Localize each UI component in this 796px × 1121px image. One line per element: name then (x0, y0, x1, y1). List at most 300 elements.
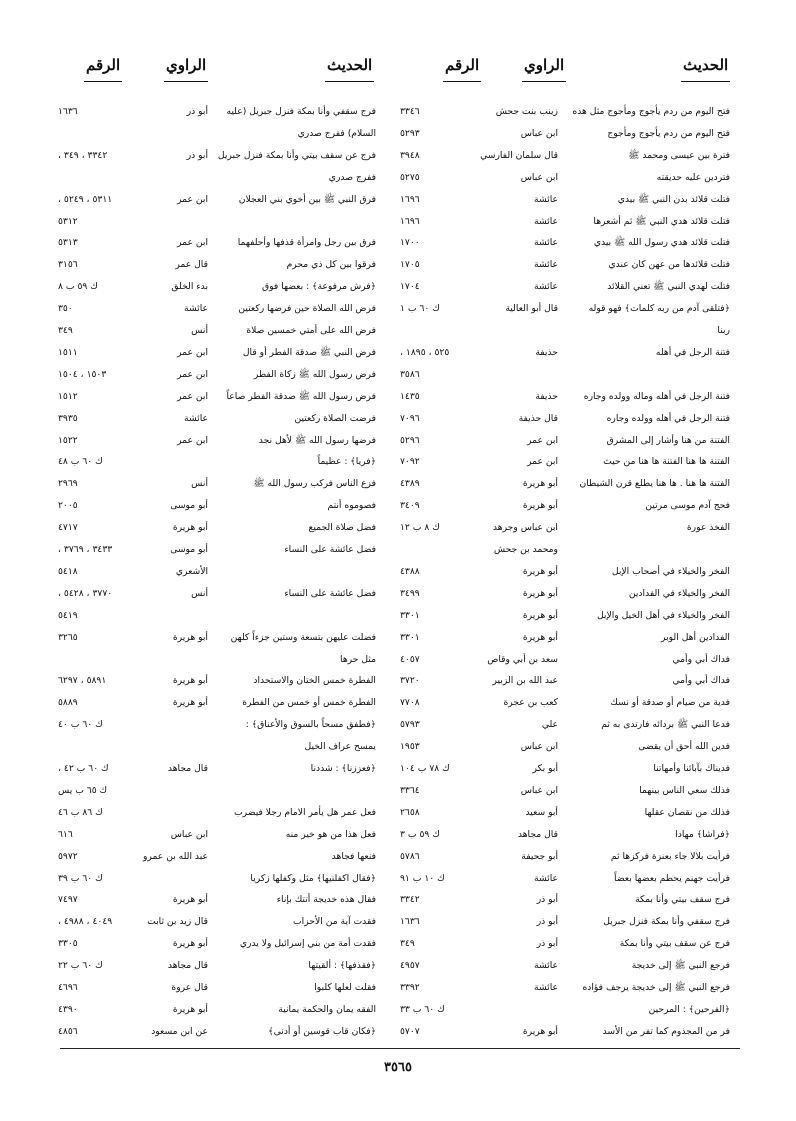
right-row (400, 627, 730, 649)
left-rawi-text: أبو هريرة (172, 631, 208, 643)
right-row (400, 386, 730, 408)
left-rawi-text: أبو موسى (170, 544, 208, 555)
right-hadith-text: ﴿فراشا﴾ مهادا (675, 828, 730, 840)
left-row (60, 780, 376, 802)
left-raqm-text: ٤٨٥٦ (58, 1025, 78, 1037)
right-raqm-text: ك ٧٨ ب ١٠٤ (400, 763, 450, 774)
left-hadith-text: فنعها فجاهد (331, 850, 376, 862)
right-rawi-text: قال مجاهد (517, 828, 558, 840)
right-raqm-text: ٣٣٩٢ (400, 982, 420, 993)
left-hadith-text: يمسح عراف الخيل (304, 741, 376, 753)
left-row (60, 933, 376, 955)
left-rawi-text: عن ابن مسعود (151, 1025, 208, 1037)
left-hadith-text: ﴿فطفق مسحاً بالسوق والأعناق﴾ : (245, 719, 376, 731)
left-hadith-text: الفطرة خمس الختان والاستحداد (253, 675, 376, 687)
left-raqm-text: ٣٣٠٥ (58, 938, 78, 950)
left-row (60, 451, 376, 473)
left-hadith-text: ﴿فريا﴾ : عظيماً (317, 456, 376, 468)
left-row (60, 561, 376, 583)
left-raqm-text: ٥٨٨٩ (58, 697, 78, 709)
right-raqm-text: ١٤٣٥ (400, 390, 420, 402)
left-raqm-text: ٥٤١٩ (58, 609, 78, 621)
right-raqm-text: ٣٥٨٦ (400, 368, 420, 380)
right-raqm-text: ٣٤٩٩ (400, 587, 420, 599)
right-rawi-text: عائشة (534, 259, 558, 271)
left-rawi-text: أبو هريرة (172, 697, 208, 709)
left-row (60, 342, 376, 364)
left-rawi-text: أبو هريرة (172, 938, 208, 950)
left-rawi-text: ابن عمر (177, 390, 208, 402)
right-hadith-text: الفتنة ها هنا . ها هنا يطلع قرن الشيطان (579, 478, 730, 490)
left-row (60, 408, 376, 430)
right-raqm-text: ك ٥٩ ب ٣ (400, 828, 440, 840)
right-hadith-text: فتنة الرجل في أهله وماله وولده وجاره (583, 390, 730, 402)
right-row (400, 211, 730, 233)
right-raqm-text: ٣٤٠٩ (400, 500, 420, 512)
right-rawi-text: ابن عباس (520, 741, 558, 753)
right-raqm-text: ٥٢٧٥ (400, 171, 420, 183)
right-rawi-text: قال أبو العالية (505, 303, 558, 315)
right-hadith-text: فذلك من نقصان عقلها (644, 806, 730, 818)
left-row (60, 846, 376, 868)
right-rawi-text: ابن عمر (527, 434, 558, 446)
right-row (400, 911, 730, 933)
left-hadith-text: فقدت أمة من بني إسرائيل ولا يدري (239, 938, 376, 950)
right-rawi-text: عائشة (534, 193, 558, 205)
right-row (400, 868, 730, 890)
left-rawi-text: عائشة (184, 412, 208, 424)
right-hadith-text: فرج سقف بيتي وأنا بمكة (635, 894, 730, 906)
right-hadith-text: فرجع النبي ﷺ إلى خديجة يرجف فؤاده (582, 982, 730, 993)
left-row (60, 583, 376, 605)
right-hadith-text: الفدادين أهل الوبر (661, 631, 730, 643)
left-raqm-text: ٣٩٣٥ (58, 412, 78, 424)
right-rawi-text: سعد بن أبي وقاص (487, 653, 558, 665)
right-raqm-text: ٣٤٩ (400, 938, 415, 950)
left-raqm-text: ٥٤١٨ (58, 565, 78, 577)
right-hadith-text: فتلت قلائد هدي رسول الله ﷺ بيدي (593, 237, 730, 249)
right-rawi-text: أبو ذر (536, 894, 558, 906)
left-raqm-text: ك ٦٠ ب ٤٠ (58, 719, 103, 731)
left-hadith-text: فضل صلاة الجميع (308, 522, 376, 534)
left-raqm-text: ١٦٣٦ (58, 106, 78, 117)
right-row (400, 101, 730, 123)
right-row (400, 298, 730, 320)
left-rawi-text: ابن عمر (177, 368, 208, 380)
left-row (60, 868, 376, 890)
right-hadith-text: فرأيت بلالا جاء بعنزة فركزها ثم (610, 850, 730, 862)
left-hadith-text: ﴿فقذفها﴾ : ألقيتها (308, 960, 376, 972)
left-raqm-text: ١٥١٢ (58, 390, 78, 402)
right-raqm-text: ٤٩٥٧ (400, 960, 420, 972)
left-row (60, 824, 376, 846)
right-hadith-text: فدية من صيام أو صدقة أو نسك (610, 697, 730, 709)
right-hadith-text: الفتنة ها هنا الفتنة ها هنا من حيث (603, 456, 730, 468)
left-rawi-text: أبو هريرة (172, 1003, 208, 1015)
left-rawi-text: ابن عمر (177, 237, 208, 249)
right-rawi-text: عائشة (534, 281, 558, 293)
left-raqm-text: ك ٦٠ ب ٤٨ (58, 456, 103, 468)
left-raqm-text: ١٥٢٢ (58, 434, 78, 446)
right-raqm-text: ١٦٩٦ (400, 193, 420, 205)
left-rawi-text: قال زيد بن ثابت (147, 916, 208, 928)
left-rawi-text: أبو ذر (186, 149, 208, 161)
left-raqm-text: ٦١٦ (58, 828, 73, 840)
left-row (60, 605, 376, 627)
left-hadith-text: فقلت لعلها كلبوا (314, 982, 376, 993)
right-row (400, 977, 730, 999)
right-rawi-text: أبو هريرة (522, 500, 558, 512)
left-rawi-text: أنس (191, 478, 208, 490)
left-hadith-text: فرج سقفي وأنا بمكة فنزل جبريل (عليه (226, 106, 376, 117)
right-raqm-text: ١٩٥٣ (400, 741, 420, 753)
right-hadith-text: فتردين عليه حديقته (656, 171, 730, 183)
left-hadith-text: فقال هذه خديجة أتتك بإناء (276, 894, 376, 906)
right-hadith-text: فحج آدم موسى مرتين (645, 500, 730, 512)
left-hadith-text: فضل عائشة على النساء (284, 544, 376, 555)
left-row (60, 758, 376, 780)
left-row (60, 1021, 376, 1043)
right-row (400, 889, 730, 911)
left-rawi-text: عائشة (184, 303, 208, 315)
left-rawi-text: أبو ذر (186, 106, 208, 117)
right-row (400, 342, 730, 364)
left-row (60, 495, 376, 517)
right-hadith-text: ﴿فتلقى آدم من ربه كلمات﴾ فهو قوله (588, 303, 730, 315)
page-number: ٣٥٦٥ (384, 1060, 412, 1075)
right-rawi-text: كعب بن عجرة (503, 697, 558, 709)
left-row (60, 649, 376, 671)
left-row (60, 692, 376, 714)
left-hadith-text: فضل عائشة على النساء (284, 587, 376, 599)
right-rawi-text: عائشة (534, 237, 558, 249)
right-hadith-text: فذلك سعي الناس بينهما (639, 784, 730, 796)
left-row (60, 276, 376, 298)
left-row (60, 430, 376, 452)
left-rawi-text: أنس (191, 587, 208, 599)
left-hadith-text: ﴿فقال اكفلنيها﴾ مثل وكفلها زكريا (250, 872, 376, 884)
right-hadith-text: الفخر والخيلاء في أهل الخيل والإبل (596, 609, 730, 621)
right-hadith-text: فترة بين عيسى ومحمد ﷺ (628, 149, 730, 161)
left-rawi-text: قال مجاهد (167, 763, 208, 774)
right-row (400, 473, 730, 495)
left-row (60, 999, 376, 1021)
left-row (60, 211, 376, 233)
left-hadith-text: فرضت الصلاة ركعتين (294, 412, 376, 424)
left-row (60, 517, 376, 539)
left-row (60, 232, 376, 254)
right-raqm-text: ٧٠٩٢ (400, 456, 420, 468)
right-raqm-text: ٢٦٥٨ (400, 806, 420, 818)
left-raqm-text: ٣١٥٦ (58, 259, 78, 271)
right-hadith-text: فتلت قلائد بدن النبي ﷺ بيدي (617, 193, 730, 205)
right-rawi-text: أبو هريرة (522, 631, 558, 643)
right-rawi-text: عائشة (534, 982, 558, 993)
left-row (60, 123, 376, 145)
left-raqm-text: ٣٢٦٥ (58, 631, 78, 643)
left-row (60, 670, 376, 692)
left-row (60, 167, 376, 189)
left-hadith-text: ﴿فعززنا﴾ : شددنا (310, 763, 376, 774)
right-row (400, 276, 730, 298)
right-row (400, 364, 730, 386)
right-row (400, 320, 730, 342)
right-row (400, 254, 730, 276)
left-row (60, 802, 376, 824)
right-row (400, 539, 730, 561)
left-row (60, 955, 376, 977)
right-row (400, 232, 730, 254)
right-row (400, 408, 730, 430)
right-header-raqm: الرقم (445, 56, 479, 80)
right-raqm-text: ٥٢٩٦ (400, 434, 420, 446)
right-hadith-text: فدين الله أحق أن يقضى (638, 741, 730, 753)
left-hadith-text: فرض رسول الله ﷺ صدقة الفطر صاعاً (226, 390, 376, 402)
left-hadith-text: فرج عن سقف بيتي وأنا بمكة فنزل جبريل (217, 149, 376, 161)
right-rawi-text: حذيفة (535, 390, 558, 402)
left-row (60, 714, 376, 736)
right-raqm-text: ١٦٩٦ (400, 215, 420, 227)
right-row (400, 561, 730, 583)
right-raqm-text: ٧٧٠٨ (400, 697, 420, 709)
left-raqm-text: ٤٦٩٦ (58, 982, 78, 993)
right-raqm-text: ك ٦٠ ب ١ (400, 303, 440, 315)
left-row (60, 145, 376, 167)
left-row (60, 189, 376, 211)
right-hadith-text: الفخر والخيلاء في الفدادين (628, 587, 730, 599)
left-hadith-text: الفطرة خمس أو خمس من الفطرة (242, 697, 376, 709)
left-row (60, 101, 376, 123)
left-row (60, 386, 376, 408)
left-rawi-text: أبو هريرة (172, 522, 208, 534)
left-hadith-text: فرق بين رجل وامرأة قذفها وأحلفهما (237, 237, 376, 249)
right-rawi-text: أبو هريرة (522, 609, 558, 621)
right-hadith-text: فداك أبي وأمي (672, 653, 730, 665)
left-rawi-text: عبد الله بن عمرو (142, 850, 208, 862)
left-raqm-text: ك ٦٥ ب يس (58, 784, 108, 796)
left-rawi-text: أبو هريرة (172, 894, 208, 906)
left-hadith-text: فرض النبي ﷺ صدقة الفطر أو قال (242, 346, 376, 358)
left-raqm-text: ١٥٠٣ ، ١٥٠٤ (58, 368, 107, 380)
left-rawi-text: قال مجاهد (167, 960, 208, 972)
right-header-hadith: الحديث (683, 56, 728, 80)
right-raqm-text: ٥٧٨٦ (400, 850, 420, 862)
right-row (400, 824, 730, 846)
right-hadith-text: فرأيت جهنم يحطم بعضها بعضاً (614, 872, 730, 884)
left-raqm-text: ٧٤٩٧ (58, 894, 78, 906)
left-rawi-text: الأشعري (175, 565, 208, 577)
left-header-rawi: الراوي (166, 56, 206, 80)
right-raqm-text: ك ٨ ب ١٢ (400, 522, 440, 534)
left-hadith-text: فرض رسول الله ﷺ زكاة الفطر (253, 368, 376, 380)
left-row (60, 736, 376, 758)
right-hadith-text: فرج سقفي وأنا بمكة فنزل جبريل (603, 916, 730, 928)
left-raqm-text: ٥٣١٣ (58, 237, 78, 249)
right-rawi-text: أبو ذر (536, 938, 558, 950)
right-raqm-text: ٣٣٠١ (400, 631, 420, 643)
right-rawi-text: أبو جحيفة (521, 850, 558, 862)
right-row (400, 955, 730, 977)
left-hadith-text: فرقوا بين كل ذي محرم (286, 259, 376, 271)
right-rawi-text: أبو هريرة (522, 587, 558, 599)
right-row (400, 736, 730, 758)
right-rawi-text: حذيفة (535, 346, 558, 358)
left-hadith-text: فرق النبي ﷺ بين أخوي بني العجلان (238, 193, 376, 205)
left-rawi-text: ابن عباس (170, 828, 208, 840)
left-raqm-text: ٢٩٦٩ (58, 478, 78, 490)
left-hadith-text: فضلت عليهن بتسعة وستين جزءاً كلهن (230, 631, 376, 643)
left-raqm-text: ٤٧١٧ (58, 522, 78, 534)
right-raqm-text: ٥٧٠٧ (400, 1025, 420, 1037)
left-raqm-text: ٣٤٣٣ ، ٣٧٦٩ ، (58, 544, 113, 555)
left-raqm-text: ك ٦٠ ب ٣٩ (58, 872, 103, 884)
left-raqm-text: ١٥١١ (58, 346, 78, 358)
right-raqm-text: ٧٠٩٦ (400, 412, 420, 424)
right-row (400, 189, 730, 211)
right-hadith-text: ﴿الفرحين﴾ : المرحين (648, 1003, 730, 1015)
right-rawi-text: أبو هريرة (522, 1025, 558, 1037)
right-rawi-text: عائشة (534, 872, 558, 884)
right-raqm-text: ٥٧٩٣ (400, 719, 420, 731)
right-raqm-text: ٣٣٦٤ (400, 784, 420, 796)
left-hadith-text: الفقه يمان والحكمة يمانية (278, 1003, 376, 1015)
right-row (400, 802, 730, 824)
left-raqm-text: ٣٤٩ (58, 325, 73, 336)
left-hadith-text: ﴿فكان قاب قوسين أو أدنى﴾ (268, 1025, 376, 1037)
right-raqm-text: ٣٩٤٨ (400, 149, 420, 161)
right-row (400, 451, 730, 473)
right-rawi-text: أبو هريرة (522, 565, 558, 577)
right-raqm-text: ٤٠٥٧ (400, 653, 420, 665)
right-row (400, 670, 730, 692)
left-rawi-text: ابن عمر (177, 346, 208, 358)
right-hadith-text: فدعا النبي ﷺ بردائه فارتدى به ثم (601, 719, 730, 731)
left-hadith-text: مثل حرها (340, 653, 376, 665)
right-raqm-text: ٣٣٠١ (400, 609, 420, 621)
right-raqm-text: ك ٦٠ ب ٣٣ (400, 1003, 445, 1015)
right-rawi-text: أبو ذر (536, 916, 558, 928)
left-hadith-text: فعل عمر هل يأمر الامام رجلا فيضرب (234, 806, 376, 818)
right-row (400, 145, 730, 167)
right-header-rawi: الراوي (524, 56, 564, 80)
right-hadith-text: فرجع النبي ﷺ إلى خديجة (631, 960, 730, 972)
right-row (400, 780, 730, 802)
right-rawi-text: ابن عمر (527, 456, 558, 468)
left-raqm-text: ك ٨٦ ب ٤٦ (58, 806, 103, 818)
right-rawi-text: علي (541, 719, 558, 731)
left-row (60, 977, 376, 999)
left-raqm-text: ٥٣١٢ (58, 215, 78, 227)
right-hadith-text: فتح اليوم من ردم يأجوج ومأجوج مثل هذه (572, 106, 730, 117)
left-raqm-text: ٢٠٠٥ (58, 500, 78, 512)
right-rawi-text: عائشة (534, 215, 558, 227)
left-hadith-text: ﴿فرش مرفوعة﴾ : بعضها فوق (261, 281, 376, 293)
right-rawi-text: ابن عباس (520, 171, 558, 183)
left-raqm-text: ك ٦٠ ب ٤٢ ، (58, 763, 109, 774)
right-row (400, 846, 730, 868)
left-hadith-text: فصوموه أنتم (327, 500, 376, 512)
left-raqm-text: ٣٧٧٠ ، ٥٤٢٨ ، (58, 587, 113, 599)
right-raqm-text: ٣٣٤٦ (400, 106, 420, 117)
left-raqm-text: ٣٥٠ (58, 303, 73, 315)
right-rawi-text: أبو سعيد (525, 806, 558, 818)
left-hadith-text: فرضها رسول الله ﷺ لأهل نجد (258, 434, 376, 446)
left-raqm-text: ٣٣٤٢ ، ٣٤٩ ، (58, 149, 108, 161)
right-hadith-text: فتح اليوم من ردم يأجوج ومأجوج (607, 127, 730, 139)
right-raqm-text: ٤٣٨٩ (400, 478, 420, 490)
right-row (400, 583, 730, 605)
right-row (400, 517, 730, 539)
footer-rule (60, 1048, 740, 1049)
right-row (400, 933, 730, 955)
right-row (400, 167, 730, 189)
left-row (60, 627, 376, 649)
right-hadith-text: فرج عن سقف بيتي وأنا بمكة (619, 938, 730, 950)
left-row (60, 889, 376, 911)
left-raqm-text: ٥٣١١ ، ٥٢٤٩ ، (58, 193, 113, 205)
right-hadith-text: فتلت لهدي النبي ﷺ تعني القلائد (607, 281, 730, 293)
left-rawi-text: أبو هريرة (172, 675, 208, 687)
right-row (400, 605, 730, 627)
left-row (60, 473, 376, 495)
left-hadith-text: فعل هذا من هو خير منه (285, 828, 376, 840)
right-row (400, 430, 730, 452)
right-row (400, 999, 730, 1021)
right-hadith-text: الفتنة من هنا وأشار إلى المشرق (606, 434, 730, 446)
left-hadith-text: فرض الله الصلاة حين فرضها ركعتين (238, 303, 376, 315)
left-row (60, 254, 376, 276)
right-hadith-text: فداك أبي وأمي (672, 675, 730, 687)
right-rawi-text: ومحمد بن جحش (493, 544, 558, 555)
left-header-raqm: الرقم (86, 56, 120, 80)
right-raqm-text: ١٧٠٠ (400, 237, 420, 249)
right-rawi-text: ابن عباس وجرهد (492, 522, 558, 534)
right-raqm-text: ٣٣٤٢ (400, 894, 420, 906)
left-row (60, 539, 376, 561)
left-rawi-text: قال عروة (171, 982, 208, 993)
left-rawi-text: ابن عمر (177, 193, 208, 205)
left-rawi-text: بدء الخلق (171, 281, 208, 293)
right-row (400, 495, 730, 517)
left-row (60, 298, 376, 320)
right-rawi-text: ابن عباس (520, 127, 558, 139)
left-hadith-text: ففرج صدري (328, 171, 376, 183)
left-hadith-text: فرض الله على أمتي خمسين صلاة (246, 325, 376, 336)
left-rawi-text: ابن عمر (177, 434, 208, 446)
right-raqm-text: ٥٢٩٣ (400, 127, 420, 139)
right-row (400, 123, 730, 145)
right-rawi-text: عبد الله بن الزبير (492, 675, 558, 687)
right-raqm-text: ك ١٠ ب ٩١ (400, 872, 445, 884)
left-hadith-text: السلام) ففرج صدري (297, 127, 376, 139)
left-row (60, 911, 376, 933)
left-raqm-text: ك ٥٩ ب ٨ (58, 281, 98, 293)
left-header-hadith: الحديث (327, 56, 372, 80)
right-row (400, 692, 730, 714)
right-hadith-text: فتلت قلائدها من عهن كان عندي (608, 259, 730, 271)
right-rawi-text: ابن عباس (520, 784, 558, 796)
right-hadith-text: فتلت قلائد هدي النبي ﷺ ثم أشعرها (593, 215, 730, 227)
right-row (400, 714, 730, 736)
right-raqm-text: ٤٣٨٨ (400, 565, 420, 577)
left-raqm-text: ٥٩٧٢ (58, 850, 78, 862)
right-raqm-text: ١٧٠٥ (400, 259, 420, 271)
left-rawi-text: أبو موسى (170, 500, 208, 512)
left-row (60, 364, 376, 386)
right-row (400, 649, 730, 671)
right-hadith-text: الفخر والخيلاء في أصحاب الإبل (611, 565, 730, 577)
left-row (60, 320, 376, 342)
